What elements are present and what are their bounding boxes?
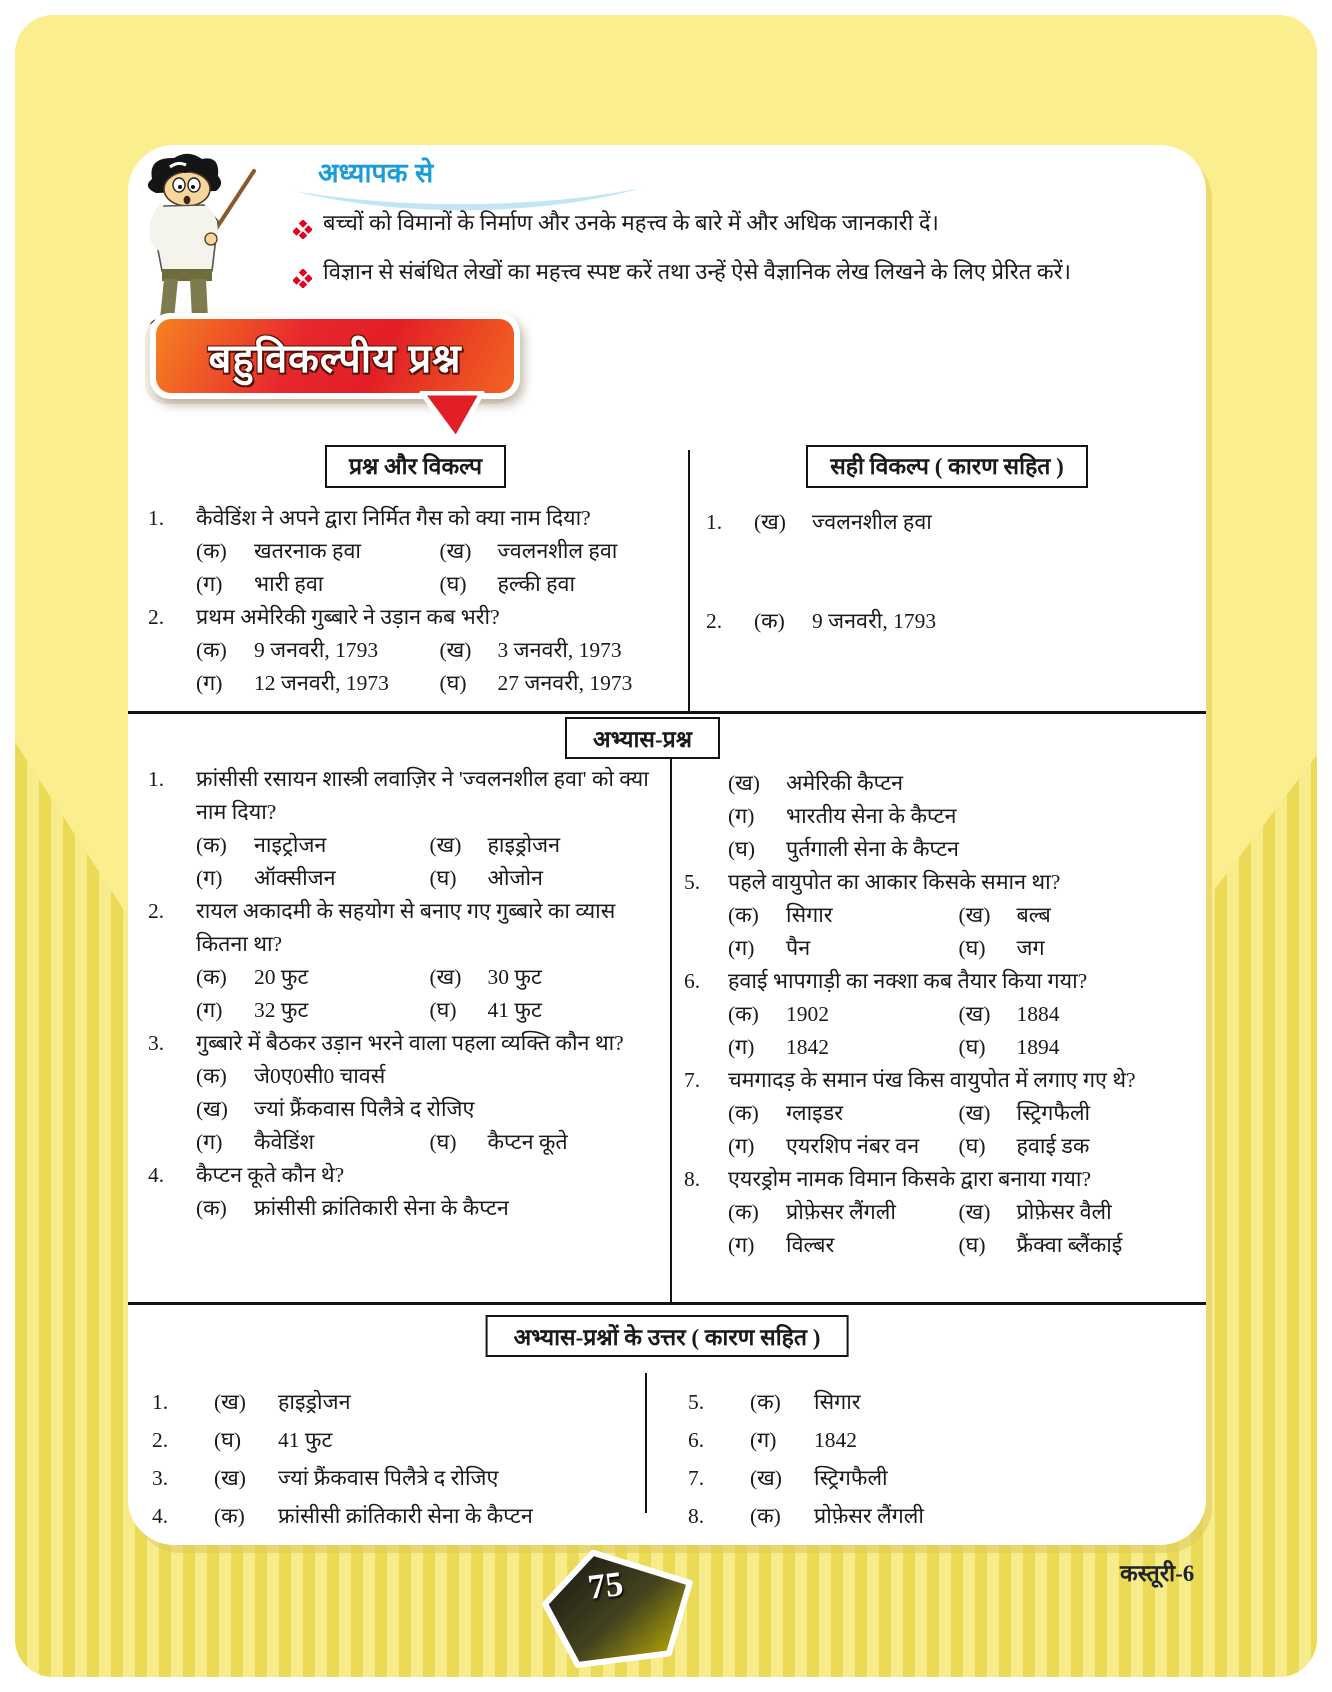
answer-row (688, 1459, 1178, 1497)
column-divider (670, 757, 672, 1302)
option-row (196, 961, 663, 994)
question-row (148, 763, 663, 829)
question-number: 8. (684, 1167, 701, 1191)
option-text: एयरशिप नंबर वन (786, 1134, 920, 1158)
answer-number: 8. (688, 1504, 705, 1528)
option-label: (ग) (728, 804, 755, 828)
answer-row (706, 506, 1188, 539)
option-row (728, 1196, 1189, 1229)
option-label: (ग) (728, 1134, 755, 1158)
teacher-note-heading: अध्यापक से (318, 158, 434, 188)
practice-left-column (148, 763, 663, 1225)
mcq-banner-bubble (156, 319, 514, 393)
answer-option-label: (घ) (214, 1428, 242, 1452)
option-label: (ख) (728, 771, 760, 795)
option-text: जे0ए0सी0 चावर्स (254, 1064, 386, 1088)
answer-text: फ्रांसीसी क्रांतिकारी सेना के कैप्टन (278, 1504, 533, 1528)
option-text: पैन (786, 936, 811, 960)
answer-row (152, 1497, 630, 1535)
option-label: (ग) (196, 998, 223, 1022)
question-row (148, 895, 663, 961)
option-text: ग्लाइडर (786, 1101, 844, 1125)
option-row (728, 932, 1189, 965)
teacher-note-points (293, 203, 1173, 301)
answer-option-label: (ख) (750, 1466, 782, 1490)
question-text: कैवेडिंश ने अपने द्वारा निर्मित गैस को क्या नाम दिया? (196, 506, 591, 530)
option-label: (घ) (728, 837, 756, 861)
option-row (196, 634, 683, 667)
option-label: (ग) (196, 866, 223, 890)
option-label: (घ) (429, 998, 457, 1022)
option-label: (ख) (958, 1200, 991, 1224)
answer-option-label: (ख) (754, 510, 786, 534)
answer-text: सिगार (814, 1390, 861, 1414)
option-text: 32 फुट (254, 998, 309, 1022)
option-text: फ्रैंक्वा ब्लैंकाई (1016, 1233, 1123, 1257)
answer-number: 1. (706, 510, 723, 534)
mcq-answers-column (706, 445, 1188, 638)
question-text: कैप्टन कूते कौन थे? (196, 1163, 345, 1187)
option-text: नाइट्रोजन (254, 833, 327, 857)
bullet-diamond-icon (293, 252, 323, 301)
note-point-text: बच्चों को विमानों के निर्माण और उनके महत्त्व के बारे में और अधिक जानकारी दें। (323, 210, 939, 235)
mcq-questions-column (148, 445, 683, 700)
option-text: 20 फुट (254, 965, 309, 989)
answer-row (152, 1383, 630, 1421)
option-label: (ग) (196, 572, 223, 596)
answer-row (688, 1383, 1178, 1421)
option-text: हाइड्रोजन (487, 833, 560, 857)
option-label: (ख) (439, 539, 472, 563)
option-label: (ख) (196, 1097, 228, 1121)
answer-row (688, 1497, 1178, 1535)
option-text: 1902 (786, 1002, 829, 1026)
question-row (684, 1064, 1189, 1097)
option-text: फ्रांसीसी क्रांतिकारी सेना के कैप्टन (254, 1196, 509, 1220)
option-label: (क) (196, 638, 227, 662)
option-label: (घ) (958, 1134, 986, 1158)
question-text: गुब्बारे में बैठकर उड़ान भरने वाला पहला व्यक्ति कौन था? (196, 1031, 624, 1055)
answer-text: हाइड्रोजन (278, 1390, 351, 1414)
option-label: (ग) (728, 936, 755, 960)
option-label: (क) (728, 1200, 759, 1224)
option-text: 1894 (1016, 1035, 1060, 1059)
page-number-badge (542, 1546, 702, 1676)
bullet-diamond-icon (293, 203, 323, 252)
option-row (196, 667, 683, 700)
option-text: प्रोफ़ेसर लैंगली (786, 1200, 896, 1224)
option-text: हवाई डक (1016, 1134, 1090, 1158)
option-text: ओजोन (487, 866, 543, 890)
answer-number: 4. (152, 1504, 169, 1528)
answer-number: 2. (706, 609, 723, 633)
practice-answers-right (688, 1383, 1178, 1535)
option-label: (ख) (429, 965, 462, 989)
option-row (728, 1229, 1189, 1262)
option-label: (ग) (728, 1233, 755, 1257)
option-text: स्ट्रिगफैली (1016, 1101, 1091, 1125)
option-row (728, 899, 1189, 932)
option-text: ज्यां फ्रैंकवास पिलैत्रे द रोजिए (254, 1097, 475, 1121)
answer-number: 7. (688, 1466, 705, 1490)
option-text: सिगार (786, 903, 833, 927)
option-label: (क) (196, 1064, 227, 1088)
option-label: (घ) (429, 866, 457, 890)
note-point (293, 252, 1173, 301)
option-row (196, 1126, 663, 1159)
answer-row (152, 1459, 630, 1497)
answer-number: 2. (152, 1428, 169, 1452)
answer-option-label: (क) (750, 1390, 781, 1414)
page-number: 75 (585, 1564, 626, 1607)
option-label: (क) (196, 1196, 227, 1220)
option-text: 27 जनवरी, 1973 (497, 671, 633, 695)
question-number: 2. (148, 899, 165, 923)
answer-row (688, 1421, 1178, 1459)
question-text: प्रथम अमेरिकी गुब्बारे ने उड़ान कब भरी? (196, 605, 500, 629)
option-label: (ख) (958, 903, 991, 927)
option-text: खतरनाक हवा (254, 539, 361, 563)
option-text: अमेरिकी कैप्टन (786, 771, 904, 795)
question-number: 6. (684, 969, 701, 993)
column-divider (688, 450, 690, 712)
practice-header: अभ्यास-प्रश्न (565, 717, 720, 759)
answer-text: स्ट्रिगफैली (814, 1466, 888, 1490)
option-label: (क) (196, 833, 227, 857)
option-row (196, 994, 663, 1027)
option-text: कैवेडिंश (254, 1130, 315, 1154)
option-row (196, 862, 663, 895)
option-label: (घ) (439, 572, 467, 596)
question-text: रायल अकादमी के सहयोग से बनाए गए गुब्बारे का व्यास कितना था? (196, 899, 616, 956)
question-text: चमगादड़ के समान पंख किस वायुपोत में लगाए गए थे? (728, 1068, 1136, 1092)
option-label: (ग) (196, 671, 223, 695)
option-row (196, 1192, 663, 1225)
option-text: ज्वलनशील हवा (497, 539, 618, 563)
answer-number: 6. (688, 1428, 705, 1452)
answer-option-label: (क) (214, 1504, 245, 1528)
answer-number: 1. (152, 1390, 169, 1414)
question-number: 1. (148, 506, 165, 530)
option-label: (क) (728, 903, 759, 927)
answer-row (706, 605, 1188, 638)
option-row (196, 535, 683, 568)
question-row (148, 1159, 663, 1192)
mcq-banner-label: बहुविकल्पीय प्रश्न (208, 336, 462, 381)
option-row (728, 833, 1189, 866)
option-label: (क) (196, 965, 227, 989)
option-label: (ख) (429, 833, 462, 857)
question-number: 3. (148, 1031, 165, 1055)
option-text: प्रोफ़ेसर वैली (1016, 1200, 1112, 1224)
answer-option-label: (क) (750, 1504, 781, 1528)
option-row (728, 1031, 1189, 1064)
mcq-answers-header: सही विकल्प ( कारण सहित ) (806, 445, 1088, 488)
option-text: विल्बर (786, 1233, 835, 1257)
option-label: (ख) (958, 1101, 991, 1125)
option-row (196, 568, 683, 601)
option-row (728, 767, 1189, 800)
column-divider (645, 1373, 647, 1513)
option-text: बल्ब (1016, 903, 1051, 927)
question-number: 4. (148, 1163, 165, 1187)
option-text: जग (1016, 936, 1045, 960)
question-text: पहले वायुपोत का आकार किसके समान था? (728, 870, 1061, 894)
question-number: 2. (148, 605, 165, 629)
answer-option-label: (ख) (214, 1390, 246, 1414)
question-row (684, 1163, 1189, 1196)
question-row (684, 965, 1189, 998)
answer-text: ज्यां फ्रैंकवास पिलैत्रे द रोजिए (278, 1466, 499, 1490)
option-label: (घ) (429, 1130, 457, 1154)
option-label: (क) (728, 1101, 759, 1125)
option-label: (ख) (439, 638, 472, 662)
question-text: एयरड्रोम नामक विमान किसके द्वारा बनाया गया? (728, 1167, 1092, 1191)
option-row (196, 829, 663, 862)
answer-text: ज्वलनशील हवा (812, 510, 932, 534)
answer-row (152, 1421, 630, 1459)
option-text: 1842 (786, 1035, 829, 1059)
option-row (196, 1060, 663, 1093)
option-label: (ग) (728, 1035, 755, 1059)
option-text: भारी हवा (254, 572, 324, 596)
option-label: (क) (196, 539, 227, 563)
option-text: ऑक्सीजन (254, 866, 336, 890)
option-text: 1884 (1016, 1002, 1060, 1026)
option-text: 9 जनवरी, 1793 (254, 638, 379, 662)
option-row (728, 800, 1189, 833)
question-row (148, 502, 683, 535)
option-label: (ख) (958, 1002, 991, 1026)
answer-option-label: (ग) (750, 1428, 777, 1452)
option-text: हल्की हवा (497, 572, 576, 596)
answer-number: 3. (152, 1466, 169, 1490)
option-text: पुर्तगाली सेना के कैप्टन (786, 837, 959, 861)
option-row (728, 998, 1189, 1031)
section-divider (128, 1302, 1206, 1305)
answer-number: 5. (688, 1390, 705, 1414)
question-row (148, 601, 683, 634)
option-text: 41 फुट (487, 998, 542, 1022)
note-point-text: विज्ञान से संबंधित लेखों का महत्त्व स्पष्ट करें तथा उन्हें ऐसे वैज्ञानिक लेख लिखने के लिए प्रेरित करें। (323, 259, 1071, 284)
answer-option-label: (ख) (214, 1466, 246, 1490)
option-label: (घ) (958, 1233, 986, 1257)
option-row (196, 1093, 663, 1126)
option-row (728, 1097, 1189, 1130)
section-divider (128, 711, 1206, 714)
question-row (148, 1027, 663, 1060)
option-label: (क) (728, 1002, 759, 1026)
option-text: 3 जनवरी, 1973 (497, 638, 622, 662)
brand-label: कस्तूरी-6 (1120, 1561, 1195, 1586)
question-number: 5. (684, 870, 701, 894)
answer-text: 1842 (814, 1428, 857, 1452)
option-label: (ग) (196, 1130, 223, 1154)
practice-answers-header: अभ्यास-प्रश्नों के उत्तर ( कारण सहित ) (486, 1315, 849, 1357)
option-text: भारतीय सेना के कैप्टन (786, 804, 957, 828)
question-row (684, 866, 1189, 899)
option-text: 12 जनवरी, 1973 (254, 671, 389, 695)
option-label: (घ) (958, 1035, 986, 1059)
option-label: (घ) (439, 671, 467, 695)
option-label: (घ) (958, 936, 986, 960)
answer-text: प्रोफ़ेसर लैंगली (814, 1504, 924, 1528)
option-text: 30 फुट (487, 965, 542, 989)
question-number: 1. (148, 767, 165, 791)
practice-right-column (684, 767, 1189, 1262)
practice-answers-left (152, 1383, 630, 1535)
answer-text: 41 फुट (278, 1428, 333, 1452)
mcq-banner-tail-icon (418, 391, 488, 448)
question-text: फ्रांसीसी रसायन शास्त्री लवाज़िर ने 'ज्वलनशील हवा' को क्या नाम दिया? (196, 767, 649, 824)
question-text: हवाई भापगाड़ी का नक्शा कब तैयार किया गया? (728, 969, 1088, 993)
note-point (293, 203, 1173, 252)
answer-option-label: (क) (754, 609, 785, 633)
answer-text: 9 जनवरी, 1793 (812, 609, 937, 633)
question-number: 7. (684, 1068, 701, 1092)
mcq-banner (150, 313, 520, 399)
option-text: कैप्टन कूते (487, 1130, 568, 1154)
content-card (128, 145, 1206, 1545)
mcq-questions-header: प्रश्न और विकल्प (325, 445, 506, 488)
option-row (728, 1130, 1189, 1163)
